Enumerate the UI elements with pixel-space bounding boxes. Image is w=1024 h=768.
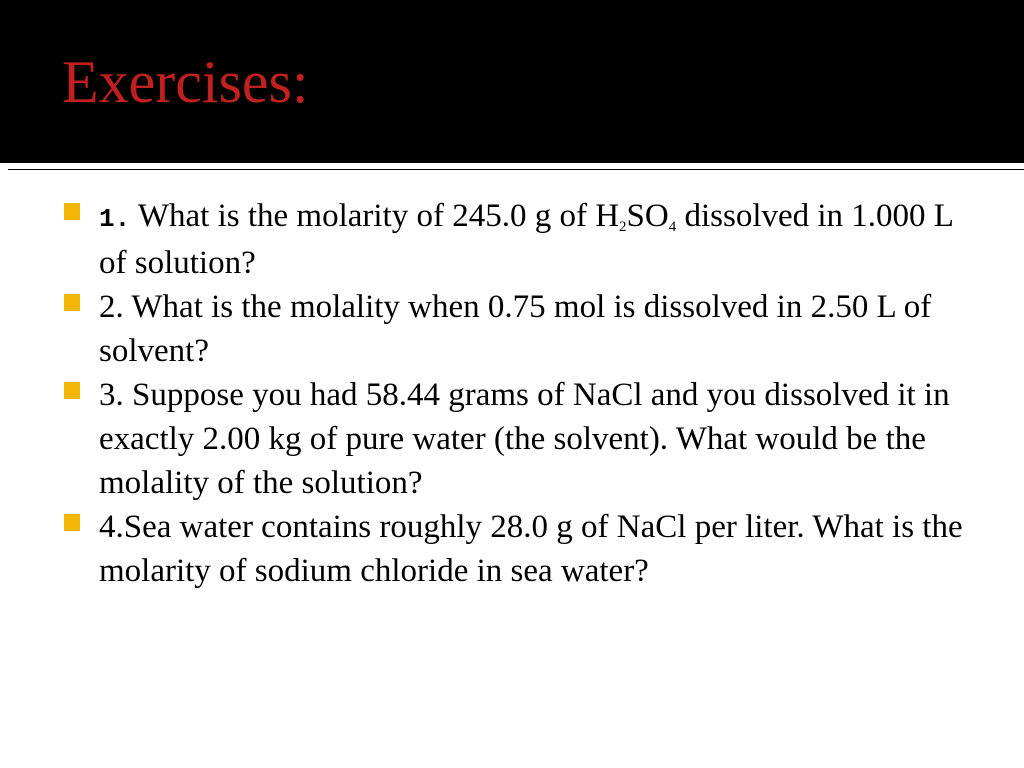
exercise-item-2 bbox=[64, 285, 964, 373]
exercise-item-4 bbox=[64, 505, 964, 593]
formula-subscript-2: 2 bbox=[619, 219, 627, 235]
formula-so: SO bbox=[626, 198, 669, 234]
exercise-4-text: 4.Sea water contains roughly 28.0 g of NaCl per liter. What is the molarity of sodium chloride in sea water? bbox=[99, 509, 963, 589]
formula-subscript-4: 4 bbox=[668, 219, 677, 235]
title-divider-thick bbox=[0, 160, 1024, 163]
exercise-item-3 bbox=[64, 373, 964, 505]
square-bullet-icon bbox=[64, 382, 80, 399]
exercise-list bbox=[64, 194, 964, 593]
exercise-1-text-start: What is the molarity of 245.0 g of H bbox=[130, 198, 620, 234]
exercise-1-number: 1. bbox=[99, 204, 131, 234]
square-bullet-icon bbox=[64, 203, 80, 220]
square-bullet-icon bbox=[64, 514, 80, 531]
square-bullet-icon bbox=[64, 294, 80, 311]
exercise-item-1 bbox=[64, 194, 964, 285]
exercise-2-text: 2. What is the molality when 0.75 mol is dissolved in 2.50 L of solvent? bbox=[99, 289, 932, 369]
exercise-1-text-end: dissolved in 1.000 L of solution? bbox=[99, 198, 953, 281]
title-divider-thin bbox=[8, 169, 1024, 170]
title-band bbox=[0, 0, 1024, 160]
slide-title: Exercises: bbox=[62, 49, 309, 115]
exercise-3-text: 3. Suppose you had 58.44 grams of NaCl and you dissolved it in exactly 2.00 kg of pure water (the solvent). What would be the molality of the solution? bbox=[99, 377, 950, 501]
